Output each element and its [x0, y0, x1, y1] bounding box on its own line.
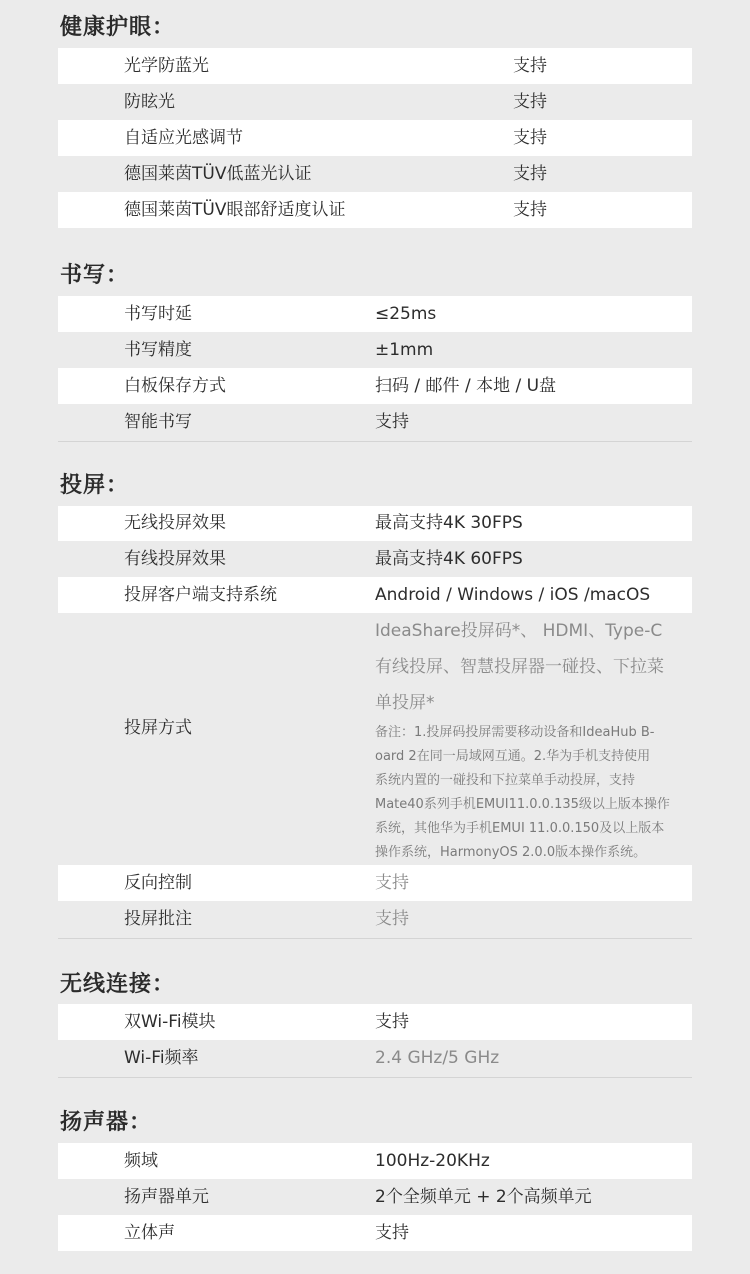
section-title-writing: 书写：: [60, 263, 130, 288]
spec-row: [58, 296, 692, 332]
spec-value-line: 有线投屏、智慧投屏器一碰投、下拉菜: [375, 657, 664, 677]
section-divider: [58, 441, 692, 442]
spec-row: [58, 156, 692, 192]
spec-label: 智能书写: [124, 412, 192, 432]
section-title-wireless: 无线连接：: [60, 972, 176, 997]
spec-value: 支持: [513, 128, 547, 148]
spec-label: 投屏方式: [124, 718, 192, 738]
spec-value: 支持: [375, 1223, 409, 1243]
spec-note-line: 备注：1.投屏码投屏需要移动设备和IdeaHub B-: [375, 725, 655, 740]
spec-row: [58, 1040, 692, 1076]
spec-note-line: oard 2在同一局域网互通。2.华为手机支持使用: [375, 749, 651, 764]
spec-value: 支持: [513, 200, 547, 220]
section-title-speaker: 扬声器：: [60, 1110, 153, 1135]
spec-note-line: Mate40系列手机EMUI11.0.0.135级以上版本操作: [375, 797, 670, 812]
spec-value: 支持: [513, 164, 547, 184]
spec-value: Android / Windows / iOS /macOS: [375, 585, 651, 605]
spec-label: 扬声器单元: [124, 1187, 209, 1207]
spec-value: 支持: [513, 56, 547, 76]
spec-row: [58, 577, 692, 613]
section-title-projection: 投屏：: [60, 473, 130, 498]
spec-value: ≤25ms: [375, 304, 437, 324]
section-title-health: 健康护眼：: [60, 15, 176, 40]
spec-row: [58, 120, 692, 156]
spec-row: [58, 541, 692, 577]
spec-row: [58, 1179, 692, 1215]
spec-note-line: 系统内置的一碰投和下拉菜单手动投屏，支持: [375, 773, 636, 788]
section-divider: [58, 1077, 692, 1078]
spec-note-line: 操作系统，HarmonyOS 2.0.0版本操作系统。: [375, 845, 647, 860]
spec-value: 支持: [513, 92, 547, 112]
spec-label: Wi-Fi频率: [124, 1048, 199, 1068]
spec-value-line: 单投屏*: [375, 693, 435, 713]
spec-row: [58, 192, 692, 228]
spec-value: 100Hz-20KHz: [375, 1151, 490, 1171]
spec-value: 最高支持4K 30FPS: [375, 513, 523, 533]
spec-label: 双Wi-Fi模块: [124, 1012, 216, 1032]
spec-row: [58, 1143, 692, 1179]
spec-row: [58, 332, 692, 368]
spec-value: 2个全频单元 + 2个高频单元: [375, 1187, 592, 1207]
spec-value: 2.4 GHz/5 GHz: [375, 1048, 500, 1068]
spec-label: 无线投屏效果: [124, 513, 226, 533]
spec-row: [58, 84, 692, 120]
spec-label: 光学防蓝光: [124, 56, 209, 76]
spec-label: 书写精度: [124, 340, 192, 360]
spec-row: [58, 901, 692, 937]
spec-label: 有线投屏效果: [124, 549, 226, 569]
spec-label: 德国莱茵TÜV低蓝光认证: [124, 164, 312, 184]
section-divider: [58, 938, 692, 939]
spec-label: 投屏客户端支持系统: [124, 585, 277, 605]
spec-row: [58, 865, 692, 901]
spec-value: 最高支持4K 60FPS: [375, 549, 523, 569]
spec-label: 频域: [124, 1151, 158, 1171]
spec-label: 书写时延: [124, 304, 192, 324]
spec-value: 支持: [375, 412, 409, 432]
spec-row: [58, 48, 692, 84]
spec-row: [58, 404, 692, 440]
spec-value-block: [375, 613, 691, 865]
spec-value: 扫码 / 邮件 / 本地 / U盘: [375, 376, 557, 396]
spec-row: [58, 1215, 692, 1251]
spec-label: 防眩光: [124, 92, 175, 112]
spec-label: 反向控制: [124, 873, 192, 893]
spec-label: 德国莱茵TÜV眼部舒适度认证: [124, 200, 346, 220]
spec-row: [58, 1004, 692, 1040]
spec-note-line: 系统，其他华为手机EMUI 11.0.0.150及以上版本: [375, 821, 665, 836]
spec-value: ±1mm: [375, 340, 434, 360]
spec-row-projection-method: [58, 613, 692, 865]
spec-label: 自适应光感调节: [124, 128, 243, 148]
spec-value-line: IdeaShare投屏码*、 HDMI、Type-C: [375, 621, 663, 641]
spec-label: 立体声: [124, 1223, 175, 1243]
spec-label: 投屏批注: [124, 909, 192, 929]
spec-value: 支持: [375, 873, 409, 893]
spec-label: 白板保存方式: [124, 376, 226, 396]
spec-value: 支持: [375, 1012, 409, 1032]
spec-value: 支持: [375, 909, 409, 929]
spec-row: [58, 368, 692, 404]
spec-row: [58, 506, 692, 541]
